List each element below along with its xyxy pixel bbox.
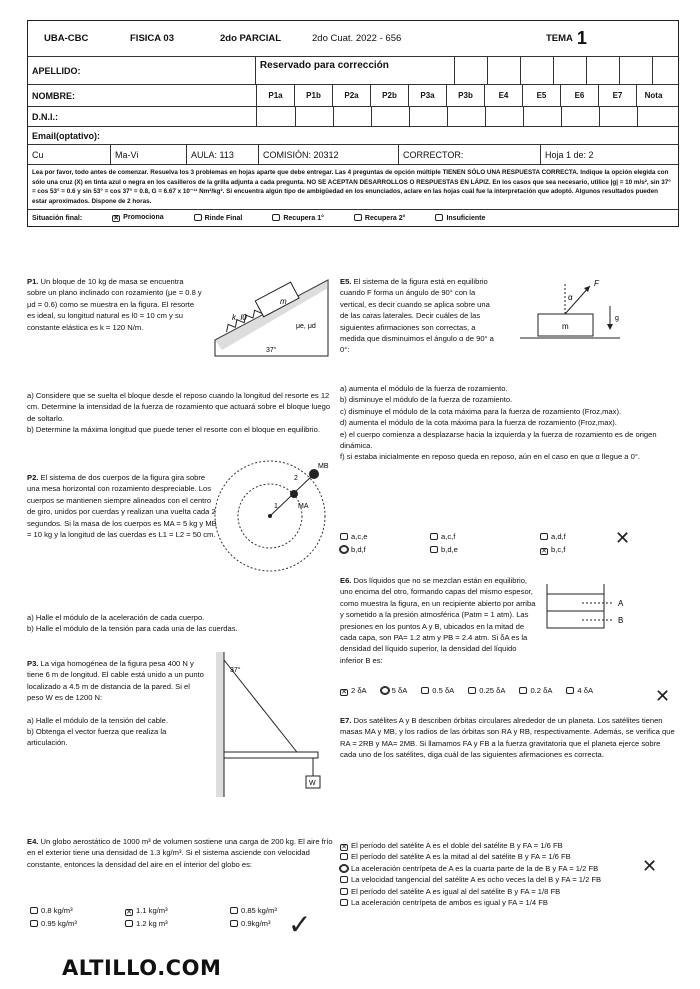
e7-title: E7. — [340, 716, 352, 725]
e4-option[interactable] — [30, 919, 125, 928]
p1-question-b: b) Determine la máxima longitud que puede tener el resorte con el bloque en equilibrio. — [27, 425, 320, 435]
e5-text: El sistema de la figura está en equilibrio cuando F forma un ángulo de 90° con la vertical, es decir cuando se aplica sobre una de las caras laterales. Decir cuáles de las siguientes afirmaciones son correctas, a medida que disminuimos el ángulo α de 90° a 0°: — [340, 277, 494, 355]
wrong-cross-mark: ✕ — [642, 856, 658, 877]
e5-fig-f: F — [594, 279, 599, 288]
checkbox[interactable] — [381, 687, 389, 694]
grade-box[interactable] — [333, 107, 371, 126]
status-row — [28, 210, 678, 226]
e5-fig-g: g — [615, 315, 619, 322]
e5-option[interactable] — [430, 545, 540, 555]
e4-option[interactable] — [230, 906, 330, 916]
option-label: La aceleración centrípeta de A es la cuarta parte de la de B y FA = 1/2 FB — [351, 863, 599, 873]
e4-options — [30, 906, 320, 928]
checkbox[interactable]: ✕ — [113, 215, 120, 223]
p1-fig-mu: μe, μd — [296, 323, 316, 330]
option-label: b,d,f — [351, 545, 366, 554]
correct-check-mark: ✓ — [288, 908, 312, 941]
option-label: 0.9kg/m³ — [241, 919, 271, 928]
checkbox[interactable] — [340, 888, 348, 895]
comision-label: COMISIÓN: 20312 — [258, 145, 398, 164]
p2-rotation-figure — [212, 456, 332, 576]
e5-statement: e) el cuerpo comienza a desplazarse hacia la izquierda y la fuerza de rozamiento es de origen dinámica. — [340, 429, 657, 451]
e6-text: Dos líquidos que no se mezclan están en equilibrio, uno encima del otro, formando capas del mismo espesor, como muestra la figura, en un recipiente abierto por arriba y sometido a la presión atmosférica (Patm = 1 atm). Las presiones en los puntos A y B, ubicados en la mitad de cada capa, son PA= 1.2 atm y PB = 2.4 atm. Si δA es la densidad del líquido superior, la densidad del líquido inferior B es: — [340, 576, 536, 665]
e6-option[interactable] — [566, 686, 593, 696]
wrong-cross-mark: ✕ — [615, 528, 631, 549]
e7-option[interactable] — [340, 840, 640, 851]
e4-option[interactable] — [30, 906, 125, 916]
problem-1 — [27, 276, 203, 333]
e5-options — [340, 532, 610, 555]
problem-2 — [27, 472, 217, 540]
checkbox[interactable] — [519, 687, 527, 694]
grade-col-p1a: P1a — [256, 85, 294, 106]
e7-option[interactable] — [340, 874, 640, 885]
p2-title: P2. — [27, 473, 39, 482]
grade-box[interactable] — [409, 107, 447, 126]
e5-statements — [340, 383, 678, 463]
email-row — [28, 127, 678, 145]
dias-label: Ma-Vi — [110, 145, 186, 164]
hoja-label: Hoja 1 de: 2 — [540, 145, 594, 164]
grade-boxes — [256, 107, 671, 126]
dni-label: D.N.I.: — [32, 111, 58, 122]
e7-text: Dos satélites A y B describen órbitas circulares alrededor de un planeta. Los satélites tienen masas MA y MB, y los radios de las órbitas son RA y RB, respectivamente. Además, se verifica que RA = 2RB y MA= 2MB. Si llamamos FA y FB a la fuerza gravitatoria que el planeta ejerce sobre cada uno de los satélites, diga cuál de las siguientes afirmaciones es correcta. — [340, 716, 675, 760]
e5-option[interactable] — [340, 545, 430, 555]
e5-statement: a) aumenta el módulo de la fuerza de rozamiento. — [340, 384, 508, 393]
grade-col-p2a: P2a — [332, 85, 370, 106]
e5-statement: b) disminuye el módulo de la fuerza de rozamiento. — [340, 395, 513, 405]
final-status — [28, 210, 489, 226]
wrong-cross-mark: ✕ — [655, 686, 671, 707]
p2-question-b: b) Halle el módulo de la tensión para cada una de las cuerdas. — [27, 624, 238, 634]
option-label: b,d,e — [441, 545, 458, 554]
e5-statement: d) aumenta el módulo de la cota máxima para la fuerza de rozamiento (Froz,max). — [340, 418, 617, 428]
e5-option[interactable] — [430, 532, 540, 541]
instructions-row — [28, 165, 678, 210]
option-label: El período del satélite A es la mitad al del satélite B y FA = 1/6 FB — [351, 852, 571, 862]
e5-statement: f) si estaba inicialmente en reposo queda en reposo, aún en el caso en que α llegue a 0°. — [340, 452, 640, 462]
grade-box[interactable] — [523, 107, 561, 126]
option-label: La velocidad tangencial del satélite A es ocho veces la del B y FA = 1/2 FB — [351, 875, 602, 885]
p3-question-a: a) Halle el módulo de la tensión del cable. — [27, 715, 168, 725]
e6-fig-a: A — [618, 599, 624, 608]
email-label: Email(optativo): — [32, 130, 101, 141]
tema-label: TEMA — [546, 33, 573, 44]
e7-option[interactable] — [340, 886, 640, 897]
e5-fig-alpha: α — [568, 293, 573, 302]
problem-2-questions — [27, 612, 337, 635]
e6-option[interactable] — [519, 686, 552, 696]
p2-fig-ma: MA — [298, 503, 309, 510]
header-title-row — [28, 21, 678, 57]
checkbox[interactable] — [430, 546, 438, 553]
checkbox[interactable] — [340, 546, 348, 553]
dni-row — [28, 107, 678, 127]
checkbox[interactable] — [340, 876, 348, 883]
option-label: 1.1 kg/m³ — [136, 906, 168, 915]
option-label: a,d,f — [551, 532, 566, 541]
checkbox[interactable]: ✕ — [541, 548, 547, 555]
exercise-7 — [340, 715, 678, 761]
e4-option[interactable] — [125, 919, 230, 928]
p3-question-b: b) Obtenga el vector fuerza que realiza la articulación. — [27, 727, 167, 748]
checkbox[interactable] — [468, 687, 476, 694]
p1-text: Un bloque de 10 kg de masa se encuentra sobre un plano inclinado con rozamiento (μe = 0.8 y μd = 0.6) como se muestra en la figura. El resorte es ideal, su longitud natural es l0 = 10 cm y su constante elástica es k = 120 N/m. — [27, 277, 202, 332]
checkbox[interactable] — [125, 920, 133, 927]
e4-option[interactable] — [230, 919, 330, 928]
status-option[interactable] — [354, 214, 406, 222]
p2-text: El sistema de dos cuerpos de la figura gira sobre una mesa horizontal con rozamiento despreciable. Los cuerpos se mantienen siempre alineados con el centro de giro, unidos por cuerdas y realizan una vuelta cada 2 segundos. Si la masa de los cuerpos es MA = 5 kg y MB = 10 kg y la longitud de las cuerdas es L1 = L2 = 50 cm. — [27, 473, 217, 540]
e7-option[interactable] — [340, 897, 640, 908]
checkbox[interactable] — [30, 920, 38, 927]
e5-fig-m: m — [562, 322, 569, 331]
subject: FISICA 03 — [130, 33, 174, 44]
status-label: Insuficiente — [446, 215, 486, 223]
status-label: Recupera 1° — [283, 215, 324, 223]
exercise-5 — [340, 276, 500, 356]
university: UBA-CBC — [44, 33, 89, 44]
situacion-label: Situación final: — [32, 214, 83, 222]
tema-number: 1 — [576, 28, 587, 48]
status-option[interactable] — [435, 214, 485, 222]
corrector-label: CORRECTOR: — [398, 145, 540, 164]
option-label: 0.2 δA — [530, 686, 553, 695]
exam-name: 2do PARCIAL — [220, 33, 282, 44]
p2-fig-mb: MB — [318, 463, 329, 470]
grade-col-p3b: P3b — [446, 85, 484, 106]
e6-option[interactable] — [468, 686, 505, 696]
checkbox[interactable] — [421, 687, 429, 694]
checkbox[interactable] — [340, 865, 348, 872]
p1-fig-angle: 37° — [266, 347, 277, 354]
grade-col-e4: E4 — [484, 85, 522, 106]
apellido-label: APELLIDO: — [32, 65, 81, 76]
e5-statement: c) disminuye el módulo de la cota máxima para la fuerza de rozamiento (Froz,max). — [340, 406, 622, 416]
e4-title: E4. — [27, 837, 39, 846]
p1-title: P1. — [27, 277, 39, 286]
status-option[interactable] — [272, 214, 324, 222]
option-label: 1.2 kg m³ — [136, 919, 168, 928]
status-option[interactable] — [194, 214, 243, 222]
status-option[interactable] — [112, 214, 163, 222]
checkbox[interactable]: ✕ — [341, 844, 347, 851]
grade-col-nota: Nota — [636, 85, 670, 106]
exam-header — [27, 20, 679, 227]
grade-box[interactable] — [371, 107, 409, 126]
checkbox[interactable] — [540, 533, 548, 540]
status-label: Recupera 2° — [364, 215, 406, 223]
e6-title: E6. — [340, 576, 352, 585]
checkbox[interactable]: ✕ — [341, 689, 347, 696]
instructions: Lea por favor, todo antes de comenzar. Resuelva los 3 problemas en hojas aparte que debe entregar. Las 4 preguntas de opción múltiple TIENEN SÓLO UNA RESPUESTA CORRECTA. Indique la opción elegida con sólo una cruz (X) en tinta azul o negra en los casilleros de la grilla adjunta a cada pregunta. NO SE ACEPTAN DESARROLLOS O RESPUESTAS EN LÁPIZ. En los casos que sea necesario, utilice |g| = 10 m/s², sin 37° = cos 53° = 0.6 y sin 53° = cos 37° = 0.8, G = 6.67 x 10⁻¹¹ Nm²/kg². Si encuentra algún tipo de ambigüedad en los enunciados, aclare en las hojas cuál fue la interpretación que adoptó. Algunos resultados pueden estar aproximados. Dispone de 2 horas. — [32, 169, 671, 205]
cu-label: Cu — [32, 149, 44, 160]
status-label: Promociona — [123, 214, 164, 222]
grade-box[interactable] — [599, 107, 637, 126]
p3-fig-angle: 37° — [230, 667, 241, 674]
e5-title: E5. — [340, 277, 352, 286]
p1-incline-figure — [210, 278, 335, 358]
option-label: El período del satélite A es el doble del satélite B y FA = 1/6 FB — [351, 841, 563, 850]
option-label: a,c,e — [351, 532, 368, 541]
grade-box[interactable] — [447, 107, 485, 126]
e5-option[interactable] — [540, 532, 610, 541]
exercise-6 — [340, 575, 538, 666]
e4-option[interactable] — [125, 906, 230, 916]
option-label: 0.85 kg/m³ — [241, 906, 277, 915]
watermark: ALTILLO.COM — [62, 956, 222, 980]
grade-col-e7: E7 — [598, 85, 636, 106]
p3-title: P3. — [27, 659, 39, 668]
reserved-grid — [454, 57, 678, 84]
problem-3 — [27, 658, 205, 749]
e5-option[interactable] — [540, 545, 610, 555]
e6-option[interactable] — [381, 686, 408, 696]
checkbox[interactable] — [30, 907, 38, 914]
option-label: a,c,f — [441, 532, 456, 541]
e6-option[interactable] — [421, 686, 454, 696]
p1-fig-m: m — [280, 297, 287, 306]
reservado-label: Reservado para corrección — [255, 57, 454, 84]
apellido-row — [28, 57, 678, 85]
e4-text: Un globo aerostático de 1000 m³ de volumen sostiene una carga de 200 kg. El aire frío en el exterior tiene una densidad de 1.3 kg/m³. Si el sistema asciende con velocidad constante, entonces la densidad del aire en el interior del globo es: — [27, 837, 333, 869]
checkbox[interactable] — [230, 907, 238, 914]
e7-option[interactable] — [340, 863, 640, 874]
option-label: 5 δA — [391, 686, 408, 695]
grade-box[interactable] — [257, 107, 295, 126]
e6-option[interactable] — [340, 686, 367, 696]
option-label: b,c,f — [551, 545, 566, 554]
option-label: La aceleración centrípeta de ambos es igual y FA = 1/4 FB — [351, 898, 548, 908]
e6-fig-b: B — [618, 616, 624, 625]
option-label: 2 δA — [351, 686, 367, 695]
course-row — [28, 145, 678, 165]
grade-col-p2b: P2b — [370, 85, 408, 106]
checkbox[interactable] — [435, 214, 443, 221]
e7-option[interactable] — [340, 851, 640, 862]
grade-box[interactable] — [485, 107, 523, 126]
p2-fig-2: 2 — [294, 475, 298, 482]
grade-col-p3a: P3a — [408, 85, 446, 106]
p2-question-a: a) Halle el módulo de la aceleración de cada cuerpo. — [27, 613, 205, 622]
term: 2do Cuat. 2022 - 656 — [312, 33, 402, 44]
checkbox[interactable] — [340, 853, 348, 860]
p3-text: La viga homogénea de la figura pesa 400 N y tiene 6 m de longitud. El cable está unido a un punto localizado a 4.5 m de distancia de la pared. Si el peso W es de 1200 N: — [27, 659, 204, 703]
grade-columns — [256, 85, 670, 106]
checkbox[interactable] — [566, 687, 574, 694]
aula-label: AULA: 113 — [186, 145, 258, 164]
grade-box[interactable] — [295, 107, 333, 126]
option-label: 0.5 δA — [432, 686, 455, 695]
option-label: 0.8 kg/m³ — [41, 906, 73, 915]
e5-option[interactable] — [340, 532, 430, 541]
e7-options — [340, 840, 640, 908]
exercise-4 — [27, 836, 337, 870]
e6-options — [340, 686, 670, 696]
nombre-label: NOMBRE: — [32, 90, 75, 101]
checkbox[interactable] — [430, 533, 438, 540]
p1-question-a: a) Considere que se suelta el bloque desde el reposo cuando la longitud del resorte es 12 cm. Determine la intensidad de la fuerza de rozamiento que actuará sobre el bloque luego de soltarlo. — [27, 391, 331, 423]
p3-beam-figure — [210, 652, 328, 800]
grade-box[interactable] — [637, 107, 671, 126]
nombre-row — [28, 85, 678, 107]
checkbox[interactable] — [230, 920, 238, 927]
problem-1-questions — [27, 390, 337, 436]
grade-col-p1b: P1b — [294, 85, 332, 106]
option-label: 4 δA — [577, 686, 594, 695]
option-label: 0.95 kg/m³ — [41, 919, 77, 928]
checkbox[interactable] — [194, 214, 202, 221]
checkbox[interactable] — [272, 214, 280, 221]
option-label: El período del satélite A es igual al del satélite B y FA = 1/8 FB — [351, 886, 561, 896]
e6-container-figure — [542, 582, 642, 632]
option-label: 0.25 δA — [479, 686, 506, 695]
grade-col-e5: E5 — [522, 85, 560, 106]
grade-col-e6: E6 — [560, 85, 598, 106]
p1-fig-k: k, l0 — [232, 313, 247, 322]
grade-box[interactable] — [561, 107, 599, 126]
checkbox[interactable]: ✕ — [126, 909, 132, 916]
p2-fig-1: 1 — [274, 503, 278, 510]
checkbox[interactable] — [354, 214, 362, 221]
e5-figure — [510, 276, 630, 346]
checkbox[interactable] — [340, 533, 348, 540]
p3-fig-w: W — [309, 780, 316, 787]
status-label: Rinde Final — [204, 215, 243, 223]
checkbox[interactable] — [340, 899, 348, 906]
